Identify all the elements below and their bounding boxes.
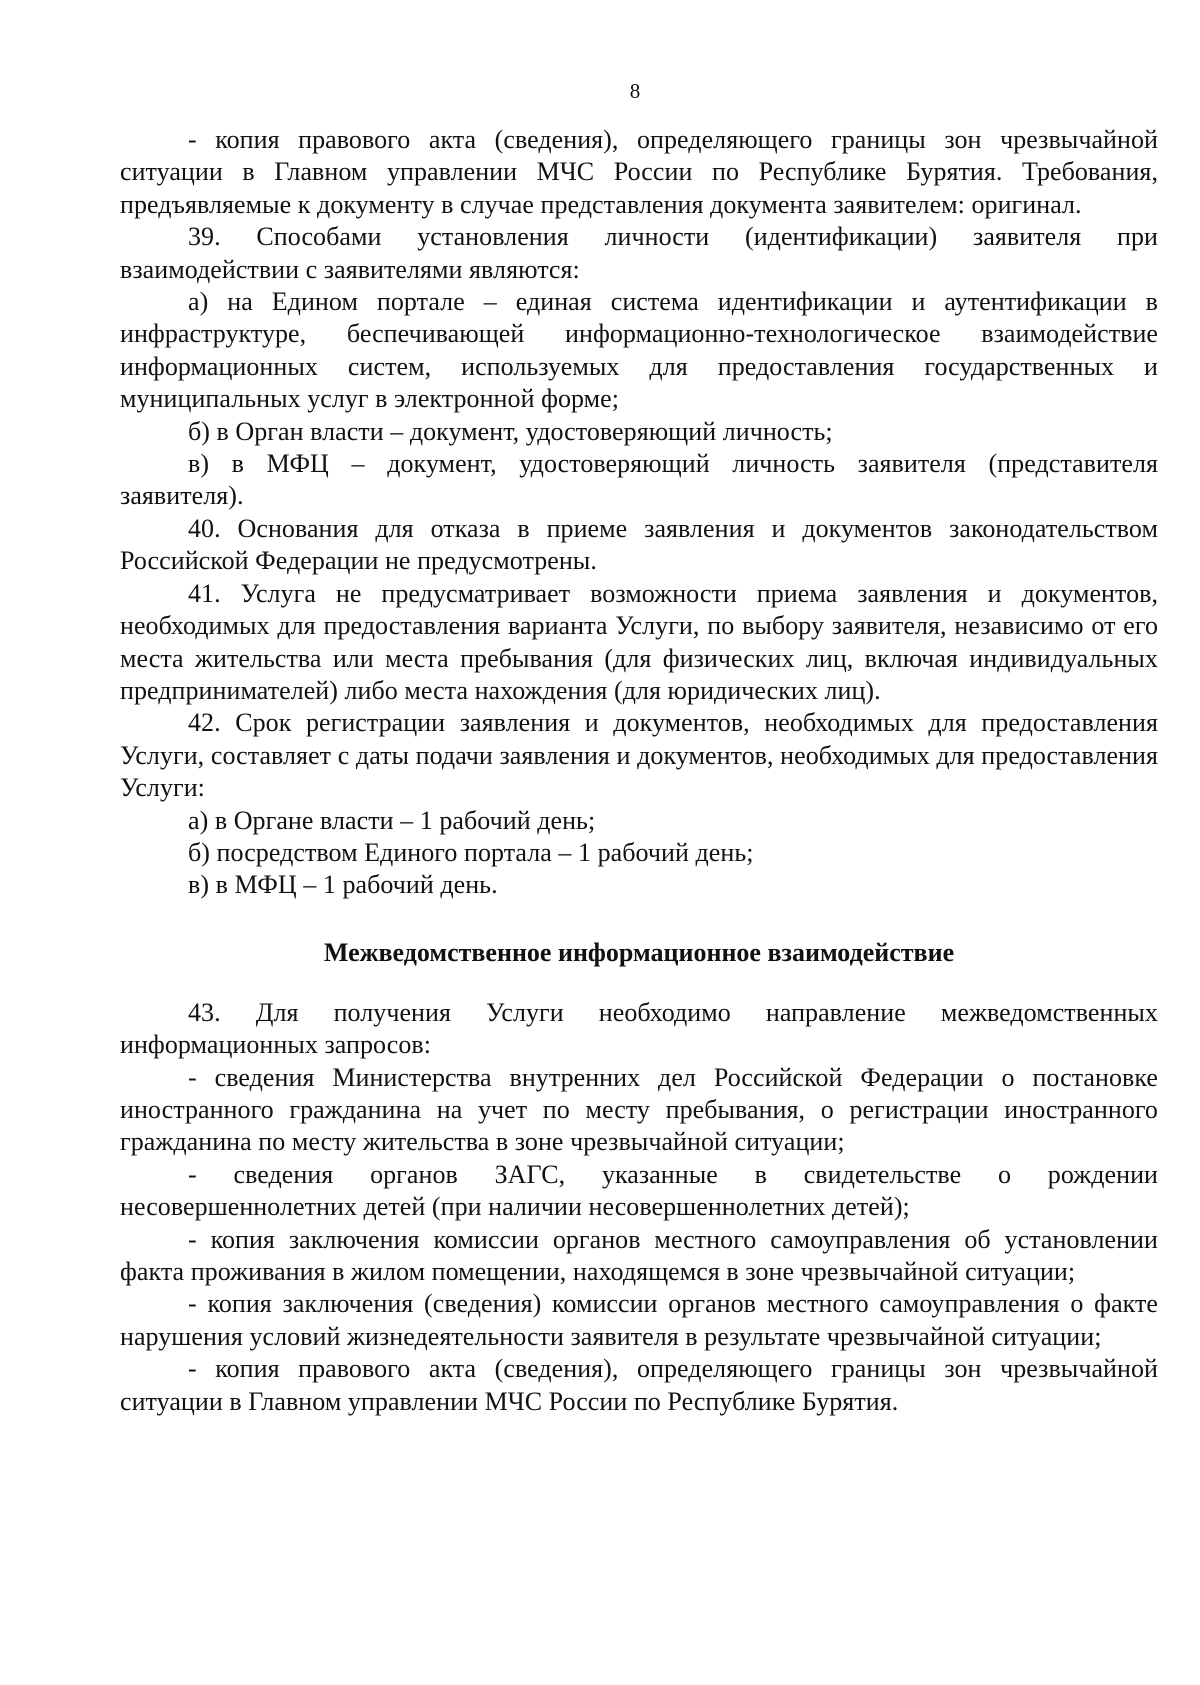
paragraph: в) в МФЦ – документ, удостоверяющий личность заявителя (представителя заявителя).: [120, 449, 1158, 511]
paragraph: б) в Орган власти – документ, удостоверяющий личность;: [188, 416, 833, 446]
paragraph: 41. Услуга не предусматривает возможности приема заявления и документов, необходимых для предоставления варианта Услуги, по выбору заявителя, независимо от его места жительства или места пребывания (для физических лиц, включая индивидуальных предпринимателей) либо места нахождения (для юридических лиц).: [120, 578, 1158, 705]
paragraph: - сведения органов ЗАГС, указанные в свидетельстве о рождении несовершеннолетних детей (при наличии несовершеннолетних детей);: [120, 1159, 1158, 1222]
paragraph: а) на Едином портале – единая система идентификации и аутентификации в инфраструктуре, беспечивающей информационно-технологическое взаимодействие информационных систем, используемых для предоставления государственных и муниципальных услуг в электронной форме;: [120, 287, 1158, 414]
paragraph: - копия правового акта (сведения), определяющего границы зон чрезвычайной ситуации в Главном управлении МЧС России по Республике Бурятия. Требования, предъявляемые к документу в случае представления документа заявителем: оригинал.: [120, 125, 1158, 219]
paragraph: 43. Для получения Услуги необходимо направление межведомственных информационных запросов:: [120, 997, 1158, 1060]
page-number: 8: [629, 79, 641, 103]
paragraph: - копия заключения комиссии органов местного самоуправления об установлении факта проживания в жилом помещении, находящемся в зоне чрезвычайной ситуации;: [120, 1224, 1158, 1286]
section-heading: Межведомственное информационное взаимодействие: [323, 937, 955, 967]
paragraph: - копия правового акта (сведения), определяющего границы зон чрезвычайной ситуации в Главном управлении МЧС России по Республике Бурятия.: [120, 1354, 1158, 1416]
top-section: [120, 124, 1158, 902]
paragraph: - копия заключения (сведения) комиссии органов местного самоуправления о факте нарушения условий жизнедеятельности заявителя в результате чрезвычайной ситуации;: [120, 1289, 1158, 1351]
paragraph: а) в Органе власти – 1 рабочий день;: [188, 805, 596, 835]
document-page: [120, 78, 1158, 1418]
paragraph: 39. Способами установления личности (идентификации) заявителя при взаимодействии с заявителями являются:: [120, 222, 1158, 284]
paragraph: б) посредством Единого портала – 1 рабочий день;: [188, 837, 754, 867]
paragraph: 40. Основания для отказа в приеме заявления и документов законодательством Российской Федерации не предусмотрены.: [120, 513, 1158, 576]
paragraph: 42. Срок регистрации заявления и документов, необходимых для предоставления Услуги, составляет с даты подачи заявления и документов, необходимых для предоставления Услуги:: [120, 708, 1158, 803]
paragraph: в) в МФЦ – 1 рабочий день.: [188, 870, 498, 900]
paragraph: - сведения Министерства внутренних дел Российской Федерации о постановке иностранного гражданина на учет по месту пребывания, о регистрации иностранного гражданина по месту жительства в зоне чрезвычайной ситуации;: [120, 1062, 1158, 1157]
bottom-section: [120, 997, 1158, 1418]
